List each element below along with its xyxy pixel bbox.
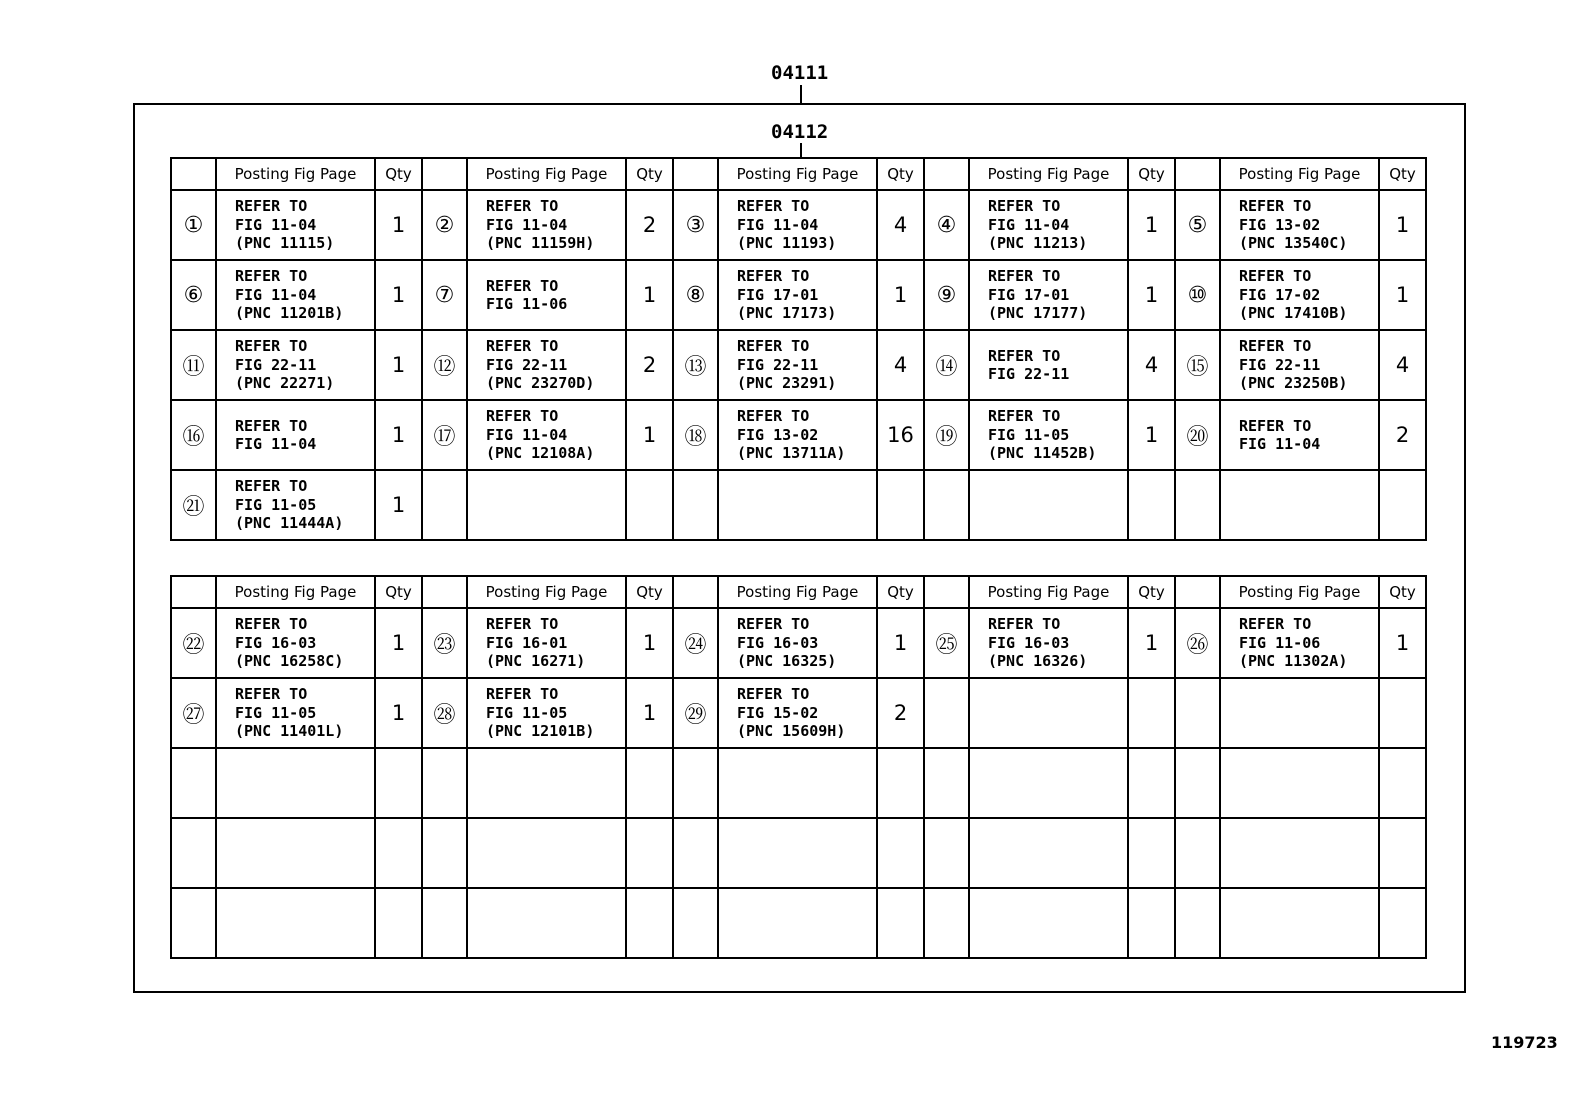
item-number: ② bbox=[422, 190, 467, 260]
item-number: ⑯ bbox=[171, 400, 216, 470]
reference-text bbox=[216, 888, 375, 958]
quantity bbox=[877, 888, 924, 958]
item-number: ⑭ bbox=[924, 330, 969, 400]
table-row bbox=[171, 260, 1426, 330]
quantity bbox=[626, 470, 673, 540]
reference-text: REFER TO FIG 13-02 (PNC 13711A) bbox=[718, 400, 877, 470]
reference-text: REFER TO FIG 13-02 (PNC 13540C) bbox=[1220, 190, 1379, 260]
item-number: ③ bbox=[673, 190, 718, 260]
quantity: 1 bbox=[1128, 400, 1175, 470]
reference-text: REFER TO FIG 11-05 (PNC 11452B) bbox=[969, 400, 1128, 470]
quantity: 1 bbox=[375, 608, 422, 678]
item-number: ㉑ bbox=[171, 470, 216, 540]
reference-text: REFER TO FIG 11-04 (PNC 11115) bbox=[216, 190, 375, 260]
item-number: ④ bbox=[924, 190, 969, 260]
item-number bbox=[924, 470, 969, 540]
sub-assembly-label: 04112 bbox=[771, 121, 829, 143]
reference-text: REFER TO FIG 22-11 (PNC 23291) bbox=[718, 330, 877, 400]
table-row bbox=[171, 678, 1426, 748]
reference-text: REFER TO FIG 11-05 (PNC 12101B) bbox=[467, 678, 626, 748]
header-blank-cell bbox=[1175, 576, 1220, 608]
quantity: 1 bbox=[1128, 190, 1175, 260]
item-number: ㉖ bbox=[1175, 608, 1220, 678]
item-number bbox=[1175, 748, 1220, 818]
header-qty: Qty bbox=[626, 576, 673, 608]
reference-text: REFER TO FIG 15-02 (PNC 15609H) bbox=[718, 678, 877, 748]
item-number: ㉒ bbox=[171, 608, 216, 678]
quantity: 1 bbox=[1379, 190, 1426, 260]
quantity: 2 bbox=[877, 678, 924, 748]
item-number: ㉗ bbox=[171, 678, 216, 748]
quantity: 1 bbox=[877, 608, 924, 678]
reference-text: REFER TO FIG 11-04 (PNC 11201B) bbox=[216, 260, 375, 330]
header-blank-cell bbox=[673, 158, 718, 190]
quantity bbox=[1379, 748, 1426, 818]
reference-text: REFER TO FIG 22-11 (PNC 23250B) bbox=[1220, 330, 1379, 400]
item-number bbox=[422, 888, 467, 958]
item-number bbox=[924, 678, 969, 748]
quantity: 1 bbox=[626, 608, 673, 678]
item-number: ⑨ bbox=[924, 260, 969, 330]
quantity: 1 bbox=[626, 678, 673, 748]
header-qty: Qty bbox=[877, 576, 924, 608]
item-number: ⑮ bbox=[1175, 330, 1220, 400]
item-number: ⑦ bbox=[422, 260, 467, 330]
item-number bbox=[171, 818, 216, 888]
reference-text: REFER TO FIG 16-03 (PNC 16325) bbox=[718, 608, 877, 678]
quantity: 16 bbox=[877, 400, 924, 470]
header-posting-fig-page: Posting Fig Page bbox=[1220, 158, 1379, 190]
header-blank-cell bbox=[422, 576, 467, 608]
item-number: ⑧ bbox=[673, 260, 718, 330]
item-number: ㉕ bbox=[924, 608, 969, 678]
item-number: ⑱ bbox=[673, 400, 718, 470]
header-qty: Qty bbox=[1379, 576, 1426, 608]
quantity: 1 bbox=[375, 330, 422, 400]
header-blank-cell bbox=[924, 158, 969, 190]
reference-text: REFER TO FIG 17-02 (PNC 17410B) bbox=[1220, 260, 1379, 330]
assembly-leader-line bbox=[800, 85, 802, 103]
quantity bbox=[375, 888, 422, 958]
reference-text: REFER TO FIG 11-04 (PNC 11213) bbox=[969, 190, 1128, 260]
header-row bbox=[171, 158, 1426, 190]
quantity: 1 bbox=[375, 470, 422, 540]
quantity bbox=[626, 818, 673, 888]
item-number bbox=[1175, 818, 1220, 888]
header-blank-cell bbox=[171, 576, 216, 608]
quantity bbox=[877, 818, 924, 888]
header-posting-fig-page: Posting Fig Page bbox=[718, 158, 877, 190]
header-posting-fig-page: Posting Fig Page bbox=[467, 158, 626, 190]
reference-text: REFER TO FIG 11-06 bbox=[467, 260, 626, 330]
item-number bbox=[422, 748, 467, 818]
reference-text bbox=[467, 470, 626, 540]
reference-text bbox=[1220, 678, 1379, 748]
reference-text bbox=[467, 748, 626, 818]
header-blank-cell bbox=[171, 158, 216, 190]
header-posting-fig-page: Posting Fig Page bbox=[718, 576, 877, 608]
item-number: ⑬ bbox=[673, 330, 718, 400]
quantity: 1 bbox=[375, 190, 422, 260]
reference-text bbox=[718, 888, 877, 958]
quantity bbox=[626, 888, 673, 958]
item-number: ⑤ bbox=[1175, 190, 1220, 260]
reference-text bbox=[1220, 470, 1379, 540]
reference-text bbox=[969, 678, 1128, 748]
reference-text bbox=[1220, 888, 1379, 958]
item-number bbox=[924, 818, 969, 888]
reference-text bbox=[969, 748, 1128, 818]
item-number: ⑲ bbox=[924, 400, 969, 470]
reference-text: REFER TO FIG 22-11 bbox=[969, 330, 1128, 400]
quantity: 1 bbox=[1128, 608, 1175, 678]
reference-text bbox=[467, 888, 626, 958]
header-qty: Qty bbox=[1128, 158, 1175, 190]
item-number bbox=[673, 470, 718, 540]
quantity bbox=[1379, 818, 1426, 888]
reference-text: REFER TO FIG 22-11 (PNC 22271) bbox=[216, 330, 375, 400]
quantity: 1 bbox=[1379, 608, 1426, 678]
item-number: ⑰ bbox=[422, 400, 467, 470]
reference-text bbox=[718, 818, 877, 888]
quantity: 1 bbox=[375, 260, 422, 330]
quantity bbox=[626, 748, 673, 818]
item-number bbox=[924, 888, 969, 958]
item-number bbox=[1175, 888, 1220, 958]
quantity: 1 bbox=[1128, 260, 1175, 330]
quantity: 4 bbox=[1128, 330, 1175, 400]
quantity: 4 bbox=[877, 330, 924, 400]
quantity bbox=[877, 748, 924, 818]
quantity: 4 bbox=[1379, 330, 1426, 400]
header-posting-fig-page: Posting Fig Page bbox=[969, 158, 1128, 190]
item-number: ⑥ bbox=[171, 260, 216, 330]
quantity bbox=[1379, 678, 1426, 748]
reference-text: REFER TO FIG 17-01 (PNC 17177) bbox=[969, 260, 1128, 330]
quantity bbox=[1128, 678, 1175, 748]
item-number: ㉙ bbox=[673, 678, 718, 748]
reference-text: REFER TO FIG 22-11 (PNC 23270D) bbox=[467, 330, 626, 400]
reference-text: REFER TO FIG 16-03 (PNC 16258C) bbox=[216, 608, 375, 678]
reference-text bbox=[467, 818, 626, 888]
reference-text bbox=[1220, 818, 1379, 888]
reference-text: REFER TO FIG 11-04 (PNC 12108A) bbox=[467, 400, 626, 470]
table-row bbox=[171, 818, 1426, 888]
header-blank-cell bbox=[673, 576, 718, 608]
quantity: 1 bbox=[1379, 260, 1426, 330]
reference-text: REFER TO FIG 11-04 bbox=[1220, 400, 1379, 470]
quantity: 1 bbox=[626, 400, 673, 470]
reference-text: REFER TO FIG 17-01 (PNC 17173) bbox=[718, 260, 877, 330]
item-number bbox=[422, 470, 467, 540]
table-row bbox=[171, 330, 1426, 400]
reference-text bbox=[969, 818, 1128, 888]
table-row bbox=[171, 888, 1426, 958]
item-number: ㉔ bbox=[673, 608, 718, 678]
item-number: ⑪ bbox=[171, 330, 216, 400]
reference-text bbox=[216, 818, 375, 888]
quantity: 1 bbox=[626, 260, 673, 330]
quantity: 2 bbox=[626, 330, 673, 400]
item-number bbox=[171, 748, 216, 818]
header-qty: Qty bbox=[375, 158, 422, 190]
item-number: ⑳ bbox=[1175, 400, 1220, 470]
reference-text bbox=[216, 748, 375, 818]
quantity: 1 bbox=[375, 400, 422, 470]
header-posting-fig-page: Posting Fig Page bbox=[216, 576, 375, 608]
item-number bbox=[924, 748, 969, 818]
reference-text bbox=[969, 470, 1128, 540]
quantity bbox=[1379, 888, 1426, 958]
reference-text bbox=[1220, 748, 1379, 818]
header-qty: Qty bbox=[877, 158, 924, 190]
reference-text: REFER TO FIG 11-06 (PNC 11302A) bbox=[1220, 608, 1379, 678]
table-row bbox=[171, 608, 1426, 678]
header-qty: Qty bbox=[375, 576, 422, 608]
header-qty: Qty bbox=[1128, 576, 1175, 608]
item-number bbox=[171, 888, 216, 958]
item-number bbox=[1175, 678, 1220, 748]
header-posting-fig-page: Posting Fig Page bbox=[216, 158, 375, 190]
reference-text bbox=[969, 888, 1128, 958]
sub-assembly-leader-line bbox=[800, 143, 802, 157]
quantity bbox=[1128, 470, 1175, 540]
reference-text: REFER TO FIG 16-01 (PNC 16271) bbox=[467, 608, 626, 678]
diagram-id: 119723 bbox=[1491, 1033, 1558, 1052]
header-posting-fig-page: Posting Fig Page bbox=[467, 576, 626, 608]
table-row bbox=[171, 400, 1426, 470]
quantity: 2 bbox=[626, 190, 673, 260]
item-number bbox=[673, 748, 718, 818]
item-number: ㉓ bbox=[422, 608, 467, 678]
quantity: 1 bbox=[877, 260, 924, 330]
reference-text: REFER TO FIG 11-04 (PNC 11159H) bbox=[467, 190, 626, 260]
reference-text: REFER TO FIG 11-05 (PNC 11401L) bbox=[216, 678, 375, 748]
quantity bbox=[877, 470, 924, 540]
item-number bbox=[673, 888, 718, 958]
quantity bbox=[375, 818, 422, 888]
quantity bbox=[1379, 470, 1426, 540]
quantity bbox=[1128, 748, 1175, 818]
upper-reference-table bbox=[170, 157, 1427, 541]
header-row bbox=[171, 576, 1426, 608]
quantity: 2 bbox=[1379, 400, 1426, 470]
header-blank-cell bbox=[1175, 158, 1220, 190]
table-row bbox=[171, 748, 1426, 818]
header-posting-fig-page: Posting Fig Page bbox=[1220, 576, 1379, 608]
item-number bbox=[422, 818, 467, 888]
item-number bbox=[1175, 470, 1220, 540]
lower-reference-table bbox=[170, 575, 1427, 959]
reference-text: REFER TO FIG 11-05 (PNC 11444A) bbox=[216, 470, 375, 540]
reference-text bbox=[718, 470, 877, 540]
item-number: ⑫ bbox=[422, 330, 467, 400]
header-qty: Qty bbox=[1379, 158, 1426, 190]
quantity bbox=[1128, 888, 1175, 958]
header-blank-cell bbox=[924, 576, 969, 608]
quantity bbox=[1128, 818, 1175, 888]
quantity bbox=[375, 748, 422, 818]
header-blank-cell bbox=[422, 158, 467, 190]
item-number bbox=[673, 818, 718, 888]
item-number: ㉘ bbox=[422, 678, 467, 748]
reference-text: REFER TO FIG 11-04 (PNC 11193) bbox=[718, 190, 877, 260]
header-posting-fig-page: Posting Fig Page bbox=[969, 576, 1128, 608]
quantity: 4 bbox=[877, 190, 924, 260]
reference-text: REFER TO FIG 16-03 (PNC 16326) bbox=[969, 608, 1128, 678]
reference-text: REFER TO FIG 11-04 bbox=[216, 400, 375, 470]
table-row bbox=[171, 470, 1426, 540]
header-qty: Qty bbox=[626, 158, 673, 190]
reference-text bbox=[718, 748, 877, 818]
assembly-label: 04111 bbox=[771, 62, 829, 84]
item-number: ⑩ bbox=[1175, 260, 1220, 330]
quantity: 1 bbox=[375, 678, 422, 748]
table-row bbox=[171, 190, 1426, 260]
item-number: ① bbox=[171, 190, 216, 260]
